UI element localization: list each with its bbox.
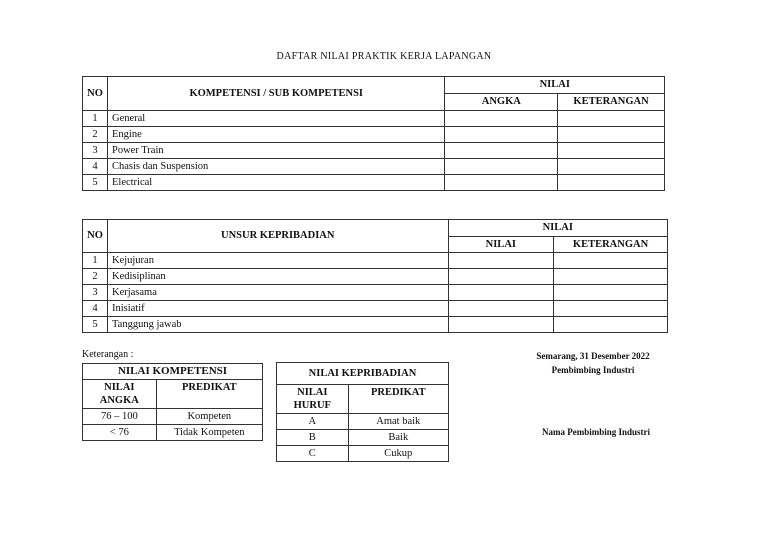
nilai-cell [448,285,554,301]
row-number: 2 [83,127,108,143]
unsur-name: Kerjasama [107,285,448,301]
competency-legend-title: NILAI KOMPETENSI [83,364,263,380]
row-number: 5 [83,317,108,333]
keterangan-cell [558,175,665,191]
nilai-cell [448,253,554,269]
competency-table [82,76,665,191]
table-row [83,127,665,143]
personality-legend-table [276,362,449,462]
row-number: 3 [83,143,108,159]
table-row [83,301,668,317]
angka-cell [445,159,558,175]
angka-cell [445,143,558,159]
signature-role: Pembimbing Industri [551,365,635,375]
unsur-name: Kejujuran [107,253,448,269]
predikat: Cukup [348,446,448,462]
predikat: Baik [348,430,448,446]
col-nilai-angka-header: NILAI ANGKA [83,380,157,409]
nilai-cell [448,269,554,285]
col-competency-header: KOMPETENSI / SUB KOMPETENSI [107,77,445,111]
nilai-huruf: A [277,414,349,430]
signature-place-date: Semarang, 31 Desember 2022 [536,351,650,361]
competency-name: General [107,111,445,127]
keterangan-cell [558,159,665,175]
col-nilai-header: NILAI [448,220,667,237]
unsur-name: Tanggung jawab [107,317,448,333]
nilai-huruf: B [277,430,349,446]
col-angka-header: ANGKA [445,94,558,111]
row-number: 1 [83,111,108,127]
col-no-header: NO [83,77,108,111]
competency-name: Engine [107,127,445,143]
legend-row [83,425,263,441]
nilai-range: < 76 [83,425,157,441]
competency-name: Electrical [107,175,445,191]
keterangan-cell [554,269,668,285]
row-number: 5 [83,175,108,191]
angka-cell [445,127,558,143]
keterangan-cell [554,317,668,333]
keterangan-cell [558,143,665,159]
table-row [83,285,668,301]
signature-name: Nama Pembimbing Industri [541,427,650,437]
predikat: Tidak Kompeten [156,425,262,441]
nilai-huruf: C [277,446,349,462]
unsur-name: Inisiatif [107,301,448,317]
legend-row [277,446,449,462]
competency-name: Power Train [107,143,445,159]
table-row [83,317,668,333]
angka-cell [445,175,558,191]
legend-row [277,430,449,446]
table-row [83,111,665,127]
angka-cell [445,111,558,127]
personality-table [82,219,668,333]
predikat: Kompeten [156,409,262,425]
legend-label: Keterangan : [82,349,134,360]
row-number: 3 [83,285,108,301]
competency-legend-table [82,363,263,441]
row-number: 2 [83,269,108,285]
table-row [83,175,665,191]
row-number: 1 [83,253,108,269]
table-row [83,159,665,175]
competency-name: Chasis dan Suspension [107,159,445,175]
keterangan-cell [554,253,668,269]
col-unsur-header: UNSUR KEPRIBADIAN [107,220,448,253]
col-predikat-header: PREDIKAT [156,380,262,409]
table-row [83,253,668,269]
col-nilai-sub-header: NILAI [448,237,554,253]
keterangan-cell [558,111,665,127]
predikat: Amat baik [348,414,448,430]
legend-row [83,409,263,425]
personality-legend-title: NILAI KEPRIBADIAN [277,363,449,385]
keterangan-cell [558,127,665,143]
col-nilai-huruf-header: NILAI HURUF [277,385,349,414]
nilai-cell [448,317,554,333]
col-no-header: NO [83,220,108,253]
legend-row [277,414,449,430]
col-nilai-header: NILAI [445,77,665,94]
keterangan-cell [554,285,668,301]
col-keterangan-header: KETERANGAN [554,237,668,253]
document-title: DAFTAR NILAI PRAKTIK KERJA LAPANGAN [276,51,492,62]
nilai-range: 76 – 100 [83,409,157,425]
col-predikat-header: PREDIKAT [348,385,448,414]
row-number: 4 [83,159,108,175]
table-row [83,269,668,285]
row-number: 4 [83,301,108,317]
keterangan-cell [554,301,668,317]
col-keterangan-header: KETERANGAN [558,94,665,111]
table-row [83,143,665,159]
nilai-cell [448,301,554,317]
unsur-name: Kedisiplinan [107,269,448,285]
